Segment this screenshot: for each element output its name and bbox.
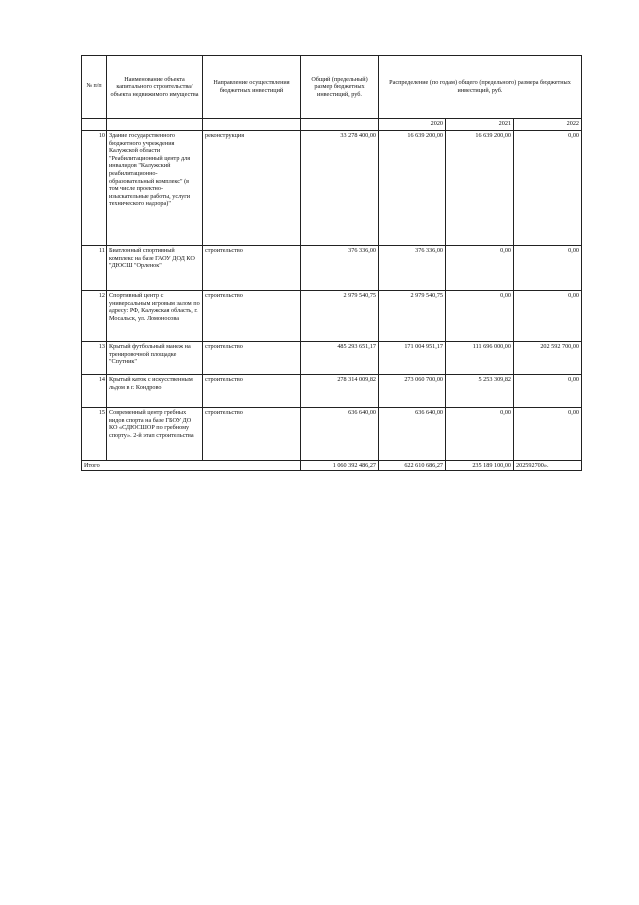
table-row [82, 131, 582, 246]
row-total: 33 278 400,00 [301, 131, 379, 246]
table-header-row [82, 56, 582, 119]
row-2020: 636 640,00 [379, 408, 446, 461]
row-name: Современный центр гребных видов спорта на базе ГБОУ ДО КО «СДЮСШОР по гребному спорту». 2-й этап строительства [107, 408, 203, 461]
row-direction: строительство [203, 408, 301, 461]
row-name: Спортивный центр с универсальным игровым залом по адресу: РФ, Калужская область, г. Мосальск, ул. Ломоносова [107, 291, 203, 342]
row-total: 278 314 009,82 [301, 375, 379, 408]
investment-table [81, 55, 582, 471]
row-2020: 16 639 200,00 [379, 131, 446, 246]
table-row [82, 246, 582, 291]
header-name: Наименование объекта капитального строительства/объекта недвижимого имущества [107, 56, 203, 119]
row-2022: 202 592 700,00 [514, 342, 582, 375]
header-total: Общий (предельный) размер бюджетных инвестиций, руб. [301, 56, 379, 119]
totals-2021: 235 189 100,00 [446, 461, 514, 471]
row-num: 12 [82, 291, 107, 342]
years-empty-cell [301, 119, 379, 131]
years-row [82, 119, 582, 131]
row-total: 376 336,00 [301, 246, 379, 291]
header-direction: Направление осуществления бюджетных инвестиций [203, 56, 301, 119]
totals-label: Итого [82, 461, 301, 471]
header-distribution: Распределение (по годам) общего (предельного) размера бюджетных инвестиций, руб. [379, 56, 582, 119]
row-2020: 171 004 951,17 [379, 342, 446, 375]
row-num: 15 [82, 408, 107, 461]
totals-2022: 202592700». [514, 461, 582, 471]
row-name: Здание государственного бюджетного учреждения Калужской области "Реабилитационный центр для инвалидов "Калужский реабилитационно-образовательный комплекс" (в том числе проектно-изыскательные работы, услуги технического надзора)" [107, 131, 203, 246]
row-2022: 0,00 [514, 131, 582, 246]
row-2021: 0,00 [446, 408, 514, 461]
table-row [82, 291, 582, 342]
year-2020: 2020 [379, 119, 446, 131]
row-2020: 2 979 540,75 [379, 291, 446, 342]
row-2021: 16 639 200,00 [446, 131, 514, 246]
row-direction: строительство [203, 375, 301, 408]
row-2022: 0,00 [514, 375, 582, 408]
row-2022: 0,00 [514, 246, 582, 291]
table-row [82, 342, 582, 375]
years-empty-cell [82, 119, 107, 131]
year-2022: 2022 [514, 119, 582, 131]
totals-row [82, 461, 582, 471]
row-direction: строительство [203, 291, 301, 342]
years-empty-cell [107, 119, 203, 131]
row-2022: 0,00 [514, 291, 582, 342]
table-row [82, 375, 582, 408]
row-total: 485 293 651,17 [301, 342, 379, 375]
row-direction: реконструкция [203, 131, 301, 246]
row-2021: 111 696 000,00 [446, 342, 514, 375]
year-2021: 2021 [446, 119, 514, 131]
row-2020: 273 060 700,00 [379, 375, 446, 408]
row-num: 11 [82, 246, 107, 291]
row-name: Крытый каток с искусственным льдом в г. Кондрово [107, 375, 203, 408]
row-total: 636 640,00 [301, 408, 379, 461]
row-2021: 0,00 [446, 246, 514, 291]
row-name: Крытый футбольный манеж на тренировочной площадке "Спутник" [107, 342, 203, 375]
row-direction: строительство [203, 342, 301, 375]
row-2021: 0,00 [446, 291, 514, 342]
totals-total: 1 060 392 486,27 [301, 461, 379, 471]
row-2021: 5 253 309,82 [446, 375, 514, 408]
row-2022: 0,00 [514, 408, 582, 461]
table-row [82, 408, 582, 461]
row-total: 2 979 540,75 [301, 291, 379, 342]
years-empty-cell [203, 119, 301, 131]
row-direction: строительство [203, 246, 301, 291]
row-2020: 376 336,00 [379, 246, 446, 291]
row-num: 10 [82, 131, 107, 246]
row-num: 14 [82, 375, 107, 408]
header-num: № п/п [82, 56, 107, 119]
row-name: Биатлонный спортивный комплекс на базе ГАОУ ДОД КО "ДЮСШ "Орленок" [107, 246, 203, 291]
row-num: 13 [82, 342, 107, 375]
totals-2020: 622 610 686,27 [379, 461, 446, 471]
